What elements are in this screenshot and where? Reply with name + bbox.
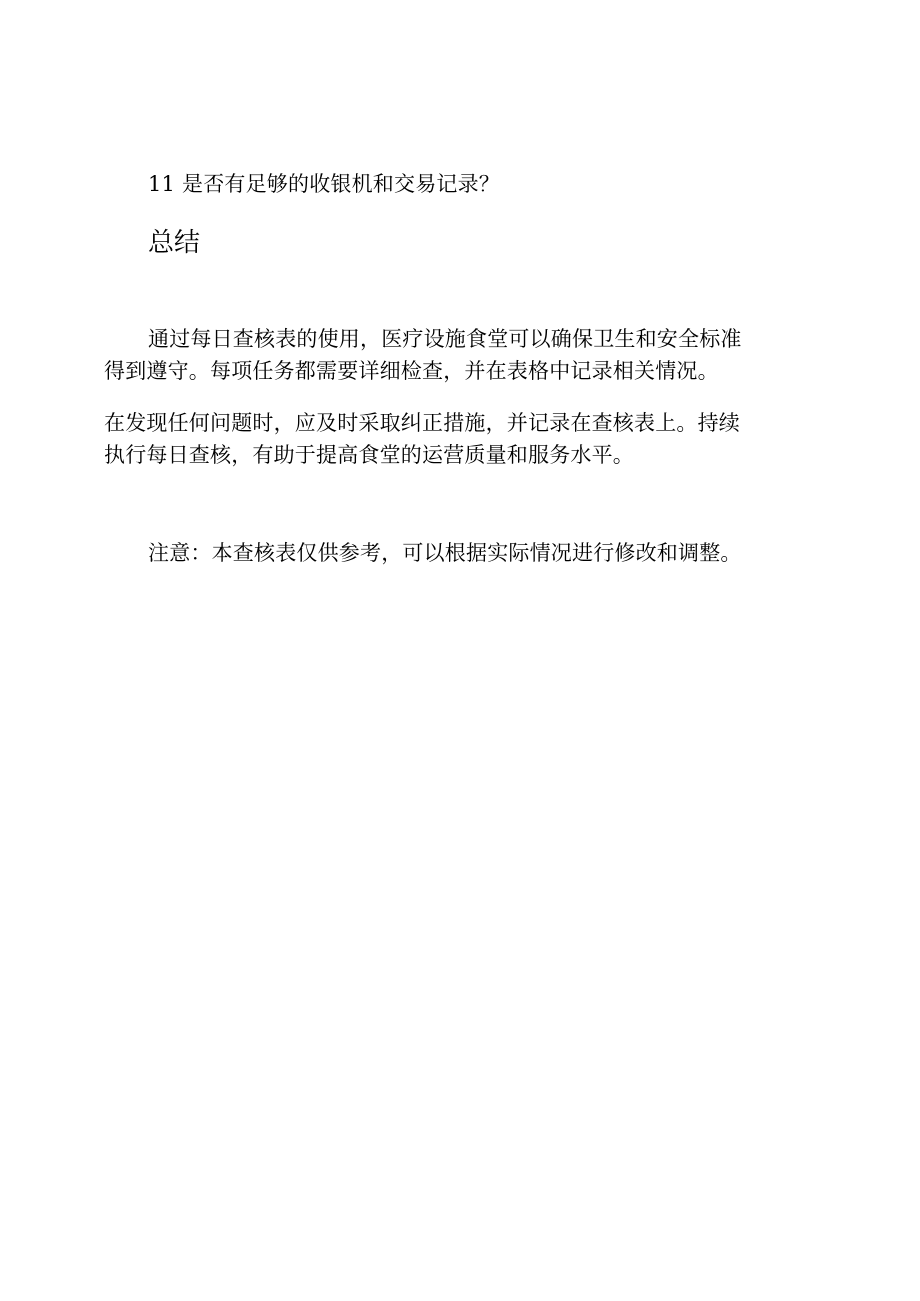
- paragraph-2-line-1: 在发现任何问题时，应及时采取纠正措施，并记录在查核表上。持续: [104, 411, 740, 435]
- note-text: 注意：本查核表仅供参考，可以根据实际情况进行修改和调整。: [148, 541, 742, 565]
- summary-heading: 总结: [148, 228, 201, 258]
- paragraph-2-line-2: 执行每日查核，有助于提高食堂的运营质量和服务水平。: [104, 443, 634, 467]
- paragraph-1-line-1: 通过每日查核表的使用，医疗设施食堂可以确保卫生和安全标准: [148, 327, 742, 351]
- paragraph-1-line-2: 得到遵守。每项任务都需要详细检查，并在表格中记录相关情况。: [104, 359, 719, 383]
- checklist-item-11: 11 是否有足够的收银机和交易记录？: [148, 172, 500, 196]
